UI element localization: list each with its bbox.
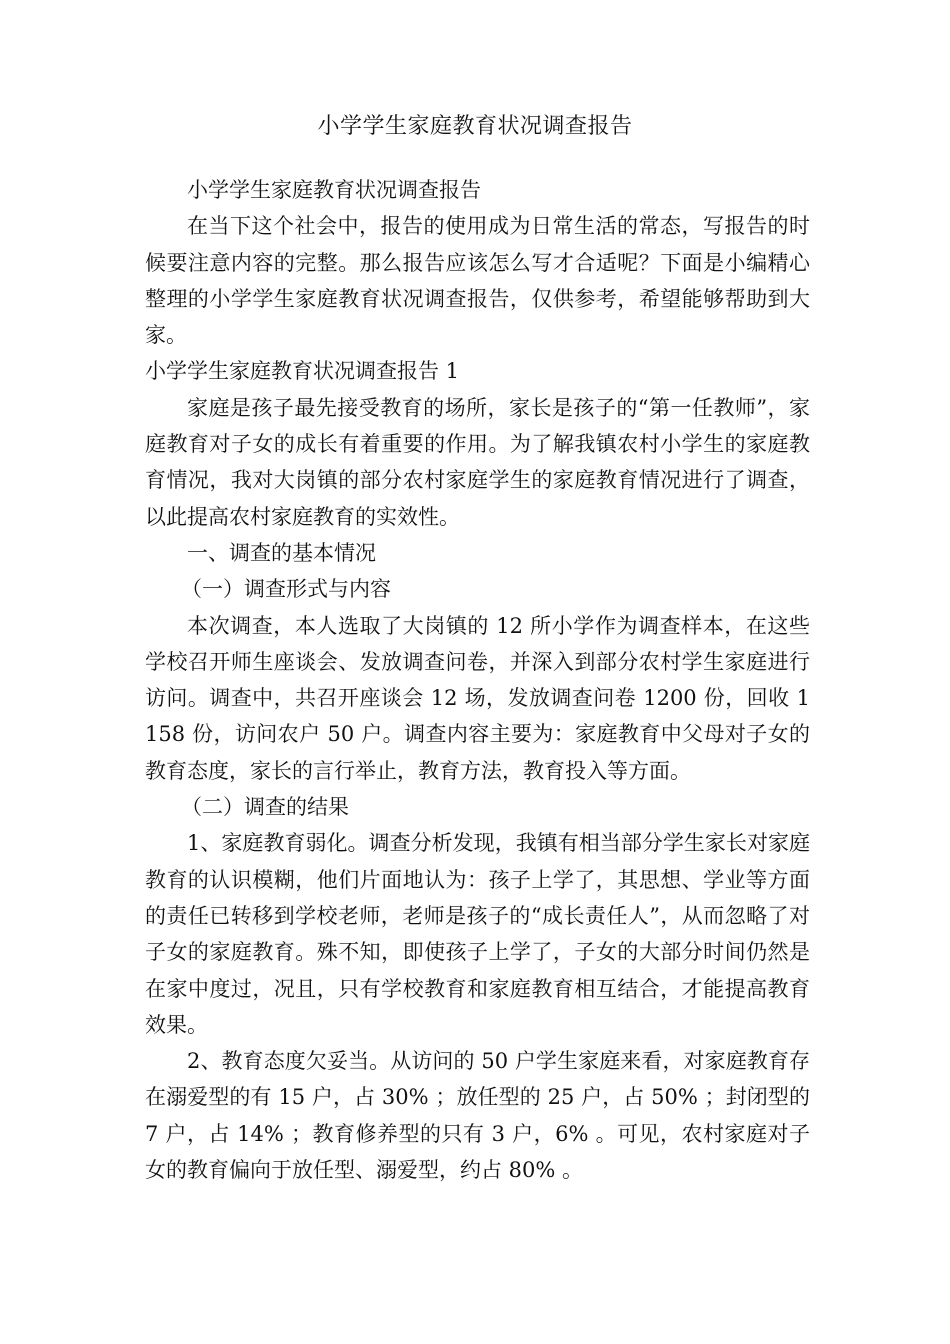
paragraph-result-1: 1、家庭教育弱化。调查分析发现，我镇有相当部分学生家长对家庭教育的认识模糊，他们片面地认为：孩子上学了，其思想、学业等方面的责任已转移到学校老师，老师是孩子的“成长责任人”，从而忽略了对子女的家庭教育。殊不知，即使孩子上学了，子女的大部分时间仍然是在家中度过，况且，只有学校教育和家庭教育相互结合，才能提高教育效果。 (145, 831, 810, 1037)
paragraph-survey-method: 本次调查，本人选取了大岗镇的 12 所小学作为调查样本，在这些学校召开师生座谈会、发放调查问卷，并深入到部分农村学生家庭进行访问。调查中，共召开座谈会 12 场，发放调查问卷 1200 份，回收 1158 份，访问农户 50 户。调查内容主要为：家庭教育中父母对子女的教育态度，家长的言行举止，教育方法，教育投入等方面。 (145, 613, 810, 783)
paragraph-result-2: 2、教育态度欠妥当。从访问的 50 户学生家庭来看，对家庭教育存在溺爱型的有 15 户，占 30% ；放任型的 25 户，占 50% ；封闭型的 7 户，占 14% ；教育修养型的只有 3 户，6% 。可见，农村家庭对子女的教育偏向于放任型、溺爱型，约占 80% 。 (145, 1049, 810, 1183)
paragraph-subtitle: 小学学生家庭教育状况调查报告 (187, 178, 481, 202)
heading-survey-form: （一）调查形式与内容 (181, 577, 391, 602)
heading-basic-situation: 一、调查的基本情况 (187, 540, 376, 565)
paragraph-intro: 在当下这个社会中，报告的使用成为日常生活的常态，写报告的时候要注意内容的完整。那么报告应该怎么写才合适呢？下面是小编精心整理的小学学生家庭教育状况调查报告，仅供参考，希望能够帮助到大家。 (145, 214, 810, 348)
document-title: 小学学生家庭教育状况调查报告 (317, 114, 633, 139)
paragraph-family-education: 家庭是孩子最先接受教育的场所，家长是孩子的“第一任教师”，家庭教育对子女的成长有着重要的作用。为了解我镇农村小学生的家庭教育情况，我对大岗镇的部分农村家庭学生的家庭教育情况进行了调查，以此提高农村家庭教育的实效性。 (145, 395, 810, 529)
section-heading-report-1: 小学学生家庭教育状况调查报告 1 (145, 359, 460, 384)
heading-survey-results: （二）调查的结果 (181, 795, 349, 820)
document-body (145, 172, 810, 1188)
